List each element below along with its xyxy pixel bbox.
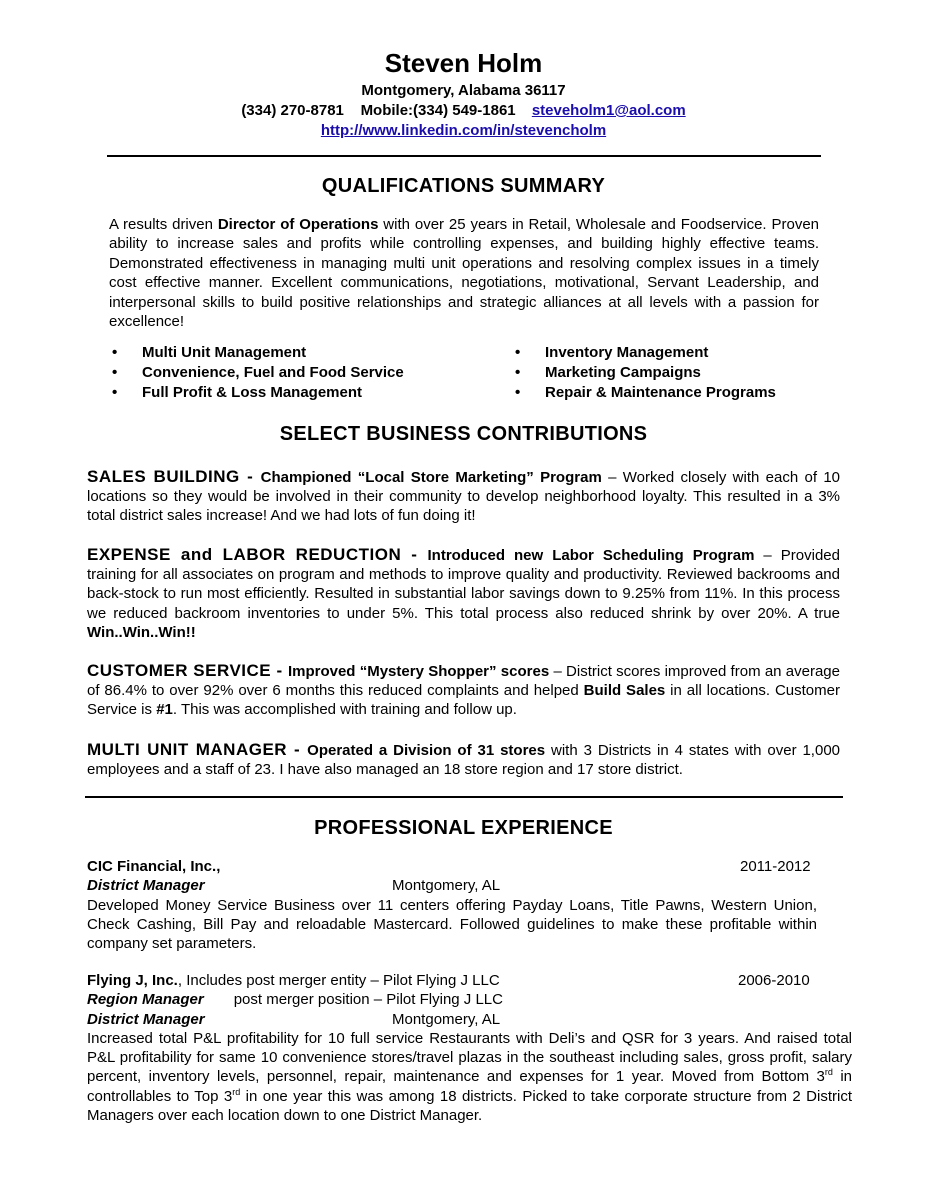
skill-item xyxy=(515,363,776,383)
skill-label: Repair & Maintenance Programs xyxy=(545,384,776,401)
experience-title: PROFESSIONAL EXPERIENCE xyxy=(314,817,613,839)
summary-text: with over 25 years in Retail, Wholesale and Foodservice. Proven ability to increase sales and profits while controlling expenses, and building highly effective teams. Demonstrated effectiveness in managing multi unit operations and resolving complex issues in a timely cost effective manner. Excellent communications, negotiations, motivational, Servant Leadership, and interpersonal skills to build positive relationships and strategic alliances at all levels with a passion for excellence! xyxy=(109,216,820,331)
summary-intro: A results driven xyxy=(109,216,218,233)
description-text: Increased total P&L profitability for 10 full service Restaurants with Deli’s and QSR for 3 years. And raised total P&L profitability for same 10 convenience stores/travel plazas in the southeast including sales, gross profit, salary percent, inventory levels, personnel, repair, maintenance and expenses for 1 year. Moved from Bottom 3 xyxy=(87,1029,852,1086)
address-line: Montgomery, Alabama 36117 xyxy=(361,82,566,99)
skill-item xyxy=(515,383,776,403)
region-title: Region Manager xyxy=(87,991,204,1009)
description-text: in controllables to Top 3 xyxy=(87,1068,853,1105)
contributions-divider xyxy=(85,796,843,798)
bullet-icon: • xyxy=(112,384,118,401)
ordinal-suffix: rd xyxy=(232,1086,241,1097)
email-link[interactable]: steveholm1@aol.com xyxy=(531,102,686,119)
contribution-highlight: #1 xyxy=(156,701,173,719)
contribution-multi-unit xyxy=(87,740,840,779)
bullet-icon: • xyxy=(515,344,521,361)
job-dates: 2011-2012 xyxy=(740,858,811,875)
linkedin-line xyxy=(0,122,927,139)
job-description: Developed Money Service Business over 11 centers offering Payday Loans, Title Pawns, Western Union, Check Cashing, Bill Pay and reloadable Mastercard. Followed guidelines to make these profitable within company set parameters. xyxy=(87,896,817,953)
job-title: District Manager xyxy=(87,877,205,895)
skill-label: Marketing Campaigns xyxy=(545,364,701,381)
contact-line xyxy=(0,102,927,119)
ordinal-suffix: rd xyxy=(824,1067,833,1078)
contribution-heading: MULTI UNIT MANAGER - xyxy=(87,740,308,759)
header-divider xyxy=(107,155,821,157)
contribution-text: – Worked closely with each of 10 locations so they would be involved in their community to develop neighborhood loyalty. This resulted in a 3% total district sales increase! And we had lots of fun doing it! xyxy=(87,469,840,525)
qualifications-summary xyxy=(109,215,819,331)
contribution-lead: Introduced new Labor Scheduling Program xyxy=(427,547,755,564)
mobile-number: Mobile:(334) 549-1861 xyxy=(360,102,516,119)
contribution-expense-labor xyxy=(87,545,840,642)
contribution-heading: SALES BUILDING - xyxy=(87,467,261,486)
bullet-icon: • xyxy=(112,364,118,381)
skill-label: Multi Unit Management xyxy=(142,344,307,361)
contribution-heading: CUSTOMER SERVICE - xyxy=(87,661,288,680)
job-title: District Manager xyxy=(87,1010,205,1028)
candidate-name: Steven Holm xyxy=(384,48,543,78)
contribution-text: in all locations. Customer Service is xyxy=(87,682,840,719)
contribution-customer-service xyxy=(87,661,840,720)
qualifications-title: QUALIFICATIONS SUMMARY xyxy=(321,175,606,197)
job-header xyxy=(87,857,852,876)
company-note: , Includes post merger entity – Pilot Flying J LLC xyxy=(177,972,500,989)
region-title-line xyxy=(87,990,852,1009)
company-name: CIC Financial, Inc., xyxy=(87,858,221,875)
contribution-heading: EXPENSE and LABOR REDUCTION - xyxy=(87,545,428,564)
skill-label: Inventory Management xyxy=(545,344,709,361)
skill-label: Convenience, Fuel and Food Service xyxy=(142,364,404,381)
contribution-text: – Provided training for all associates on program and methods to improve quality and productivity. Reviewed backrooms and back-stock to run most efficiently. Resulted in substantial labor savings down to 9.25% from 11%. In this process we reduced backroom inventories to under 5%. This total process also reduced shrink by over 20%. A true xyxy=(87,547,840,622)
skill-label: Full Profit & Loss Management xyxy=(142,384,363,401)
contribution-text: . This was accomplished with training and follow up. xyxy=(172,701,517,719)
contribution-text: – District scores improved from an average of 86.4% to over 92% over 6 months this reduced complaints and helped xyxy=(87,663,840,700)
job-dates: 2006-2010 xyxy=(738,972,810,989)
summary-role: Director of Operations xyxy=(217,216,379,233)
contribution-highlight: Build Sales xyxy=(583,682,666,700)
contribution-highlight: Win..Win..Win!! xyxy=(87,623,196,641)
skill-item xyxy=(515,343,776,363)
job-title-line xyxy=(87,1010,852,1029)
job-location: Montgomery, AL xyxy=(392,1010,501,1028)
contribution-text: with 3 Districts in 4 states with over 1,000 employees and a staff of 23. I have also managed an 18 store region and 17 store district. xyxy=(87,742,840,779)
job-entry-cic xyxy=(87,857,852,953)
phone-number: (334) 270-8781 xyxy=(241,102,344,119)
skill-item xyxy=(112,363,404,383)
contribution-lead: Championed “Local Store Marketing” Program xyxy=(260,469,602,486)
job-location: Montgomery, AL xyxy=(392,877,501,895)
contributions-title: SELECT BUSINESS CONTRIBUTIONS xyxy=(279,423,648,445)
contribution-lead: Improved “Mystery Shopper” scores xyxy=(287,663,550,680)
company-name: Flying J, Inc. xyxy=(87,972,178,989)
job-description xyxy=(87,1029,852,1125)
region-note: post merger position – Pilot Flying J LLC xyxy=(233,991,503,1009)
description-text: in one year this was among 18 districts. Picked to take corporate structure from 2 District Managers over each location down to one District Manager. xyxy=(87,1087,852,1125)
contribution-sales-building xyxy=(87,467,840,526)
job-header xyxy=(87,971,852,990)
bullet-icon: • xyxy=(515,384,521,401)
contribution-lead: Operated a Division of 31 stores xyxy=(307,742,546,759)
job-title-line xyxy=(87,876,852,895)
linkedin-link[interactable]: http://www.linkedin.com/in/stevencholm xyxy=(320,122,607,139)
skill-item xyxy=(112,383,404,403)
skill-item xyxy=(112,343,404,363)
job-entry-flying-j xyxy=(87,971,852,1125)
bullet-icon: • xyxy=(112,344,118,361)
bullet-icon: • xyxy=(515,364,521,381)
skills-column-left xyxy=(112,343,404,403)
skills-column-right xyxy=(515,343,776,403)
